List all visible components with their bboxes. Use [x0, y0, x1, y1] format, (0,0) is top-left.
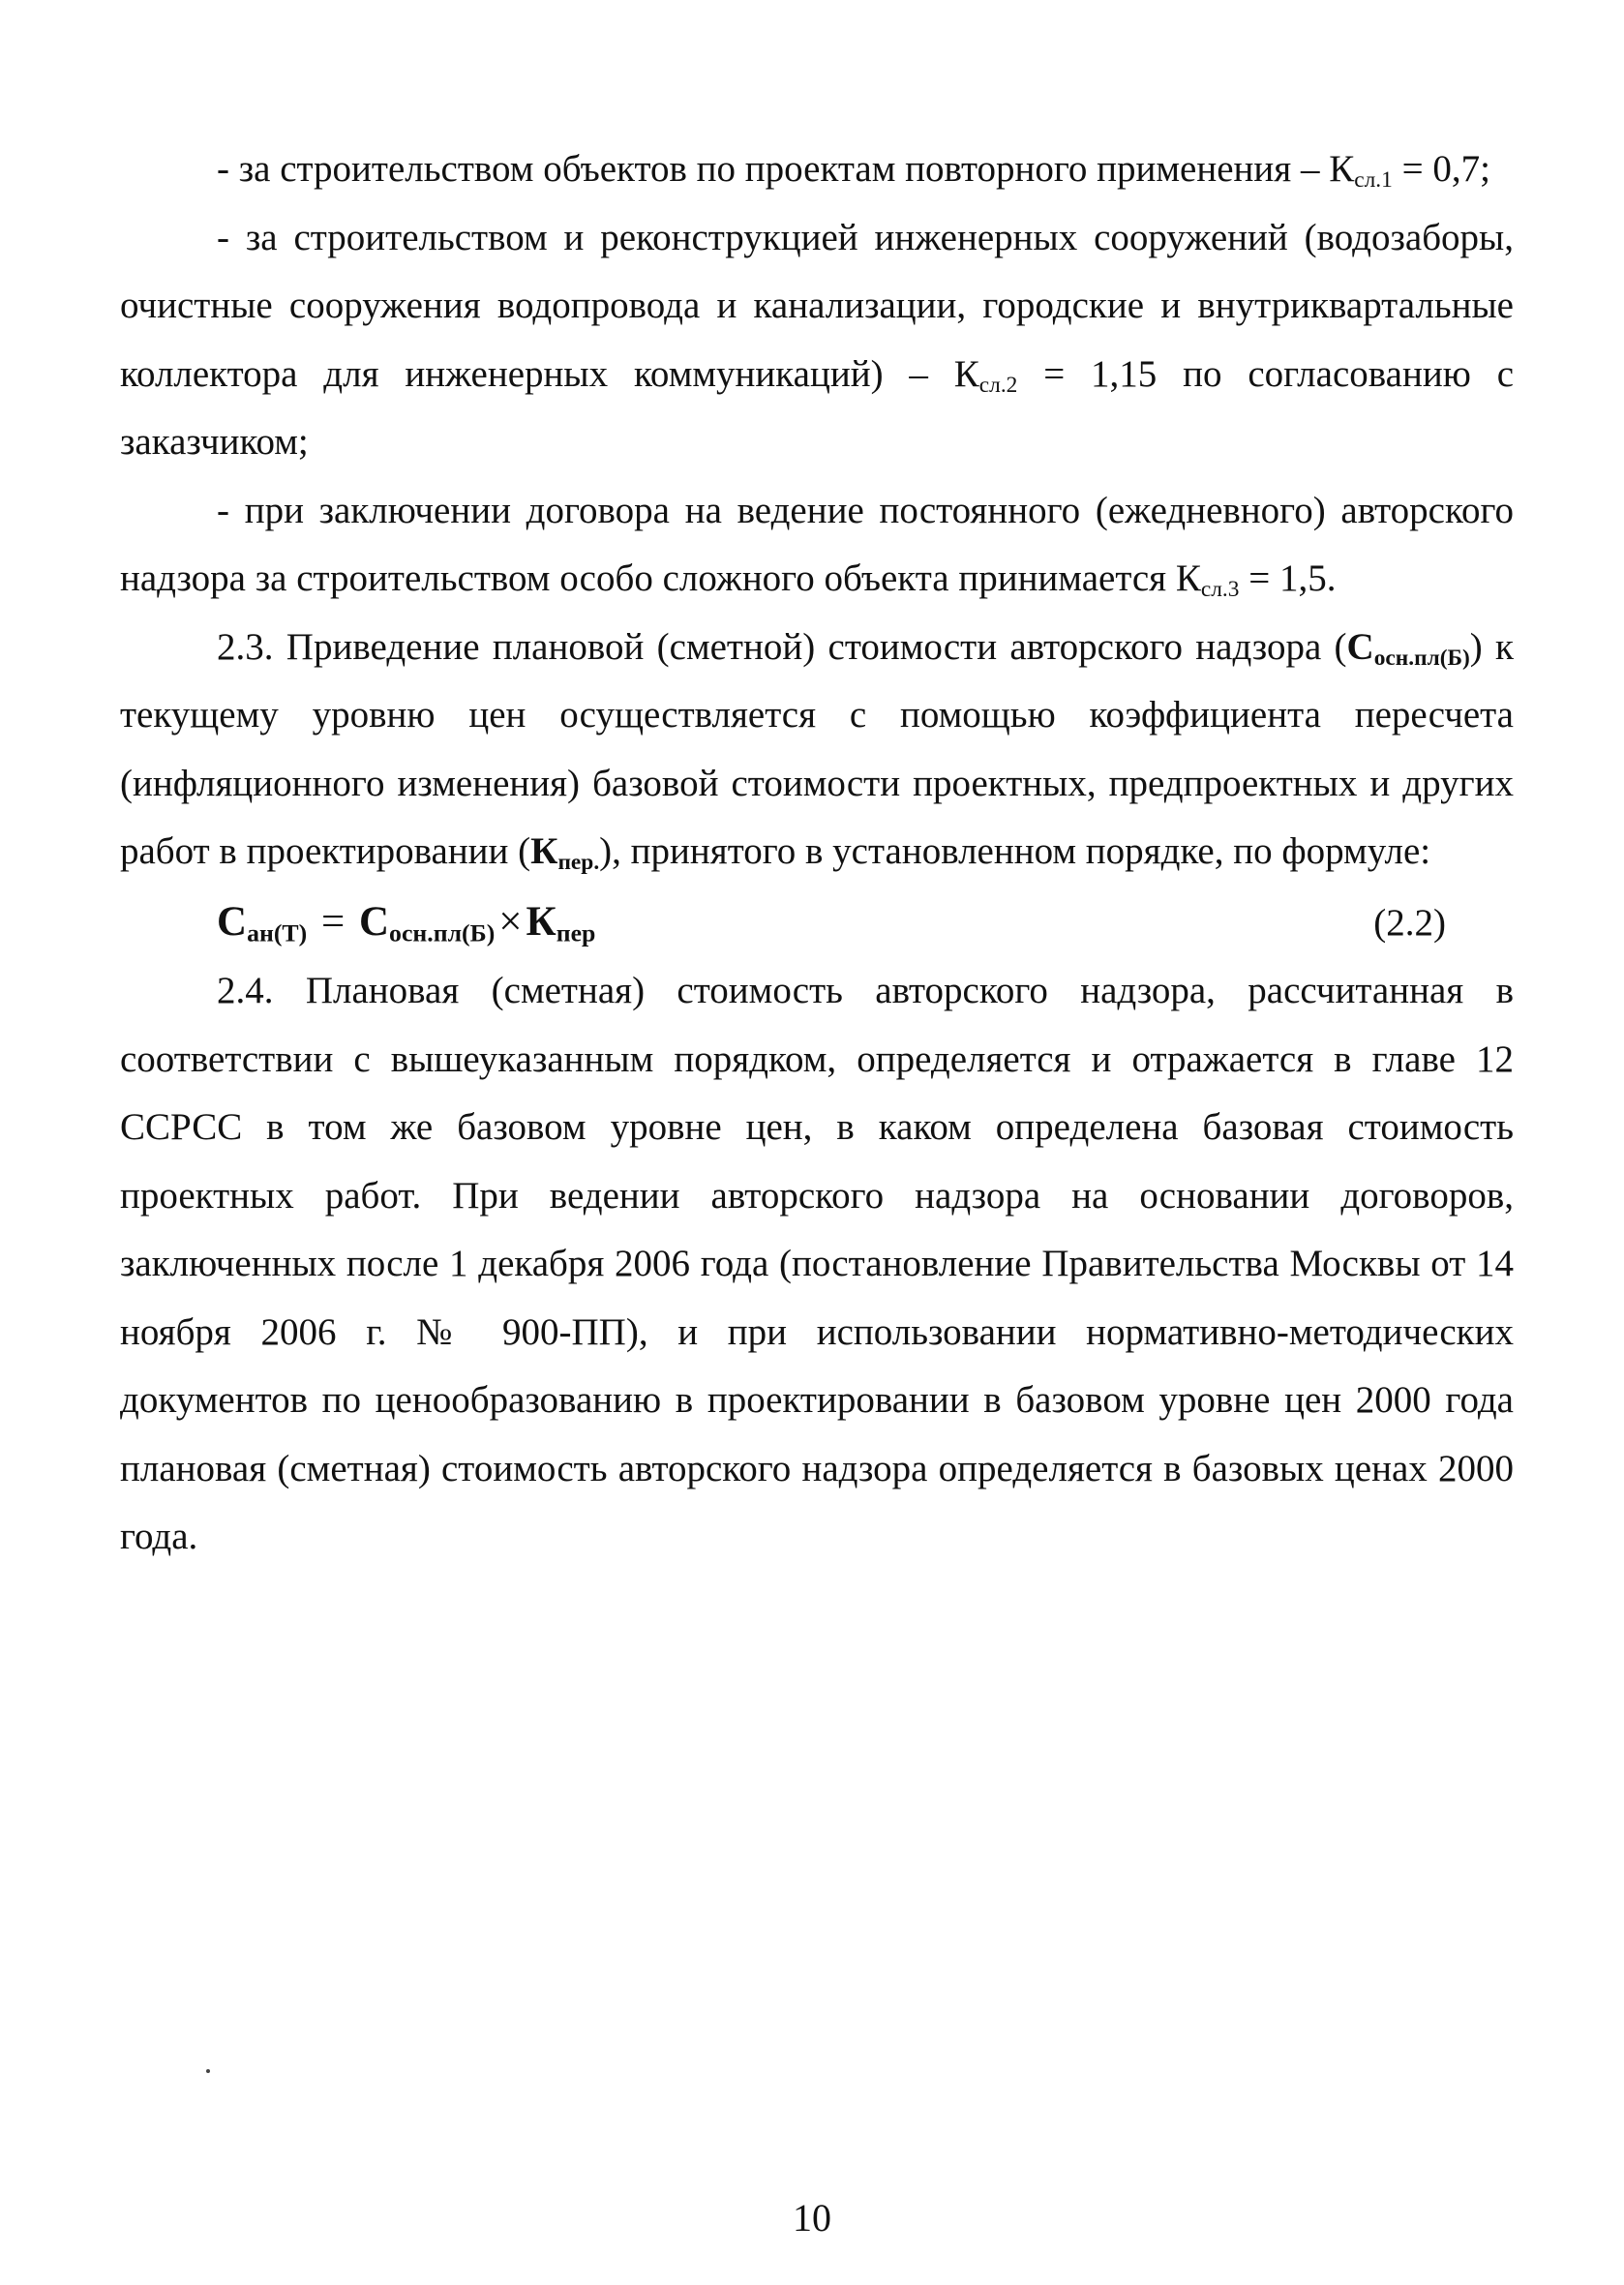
- paragraph-2-4: 2.4. Плановая (сметная) стоимость авторского надзора, рассчитанная в соответствии с вышеуказанным порядком, определяется и отражается в главе 12 ССРСС в том же базовом уровне цен, в каком определена базовая стоимость проектных работ. При ведении авторского надзора на основании договоров, заключенных после 1 декабря 2006 года (постановление Правительства Москвы от 14 ноября 2006 г. № 900-ПП), и при использовании нормативно-методических документов по ценообразованию в проектировании в базовом уровне цен 2000 года плановая (сметная) стоимость авторского надзора определяется в базовых ценах 2000 года.: [120, 970, 1514, 1557]
- body-text: [120, 135, 1514, 1572]
- paragraph-2-3: 2.3. Приведение плановой (сметной) стоимости авторского надзора $(С_{осн.пл(Б)})$ к текущему уровню цен осуществляется с помощью коэффициента пересчета (инфляционного изменения) базовой стоимости проектных, предпроектных и других работ в проектировании $(К_{пер.})$, принятого в установленном порядке, по формуле:: [120, 625, 1514, 875]
- formula-2-2: [120, 888, 1514, 958]
- scan-speck: [206, 2069, 210, 2073]
- formula-expression: $С_{ан(Т)} = С_{осн.пл(Б)}\times К_{пер}$: [217, 898, 596, 947]
- paragraph-repeat-projects: - за строительством объектов по проектам повторного применения – $К_{сл.1} = 0,7$;: [217, 148, 1490, 193]
- formula-number: (2.2): [1373, 901, 1446, 944]
- paragraph-daily-supervision: - при заключении договора на ведение постоянного (ежедневного) авторского надзора за строительством особо сложного объекта принимается $К_{сл.3} = 1,5$.: [120, 489, 1514, 602]
- paragraph-engineering-structures: - за строительством и реконструкцией инженерных сооружений (водозаборы, очистные сооружения водопровода и канализации, городские и внутриквартальные коллектора для инженерных коммуникаций) – $К_{сл.2} = 1,15$ по согласованию с заказчиком;: [120, 216, 1514, 463]
- page-number: 10: [793, 2196, 831, 2240]
